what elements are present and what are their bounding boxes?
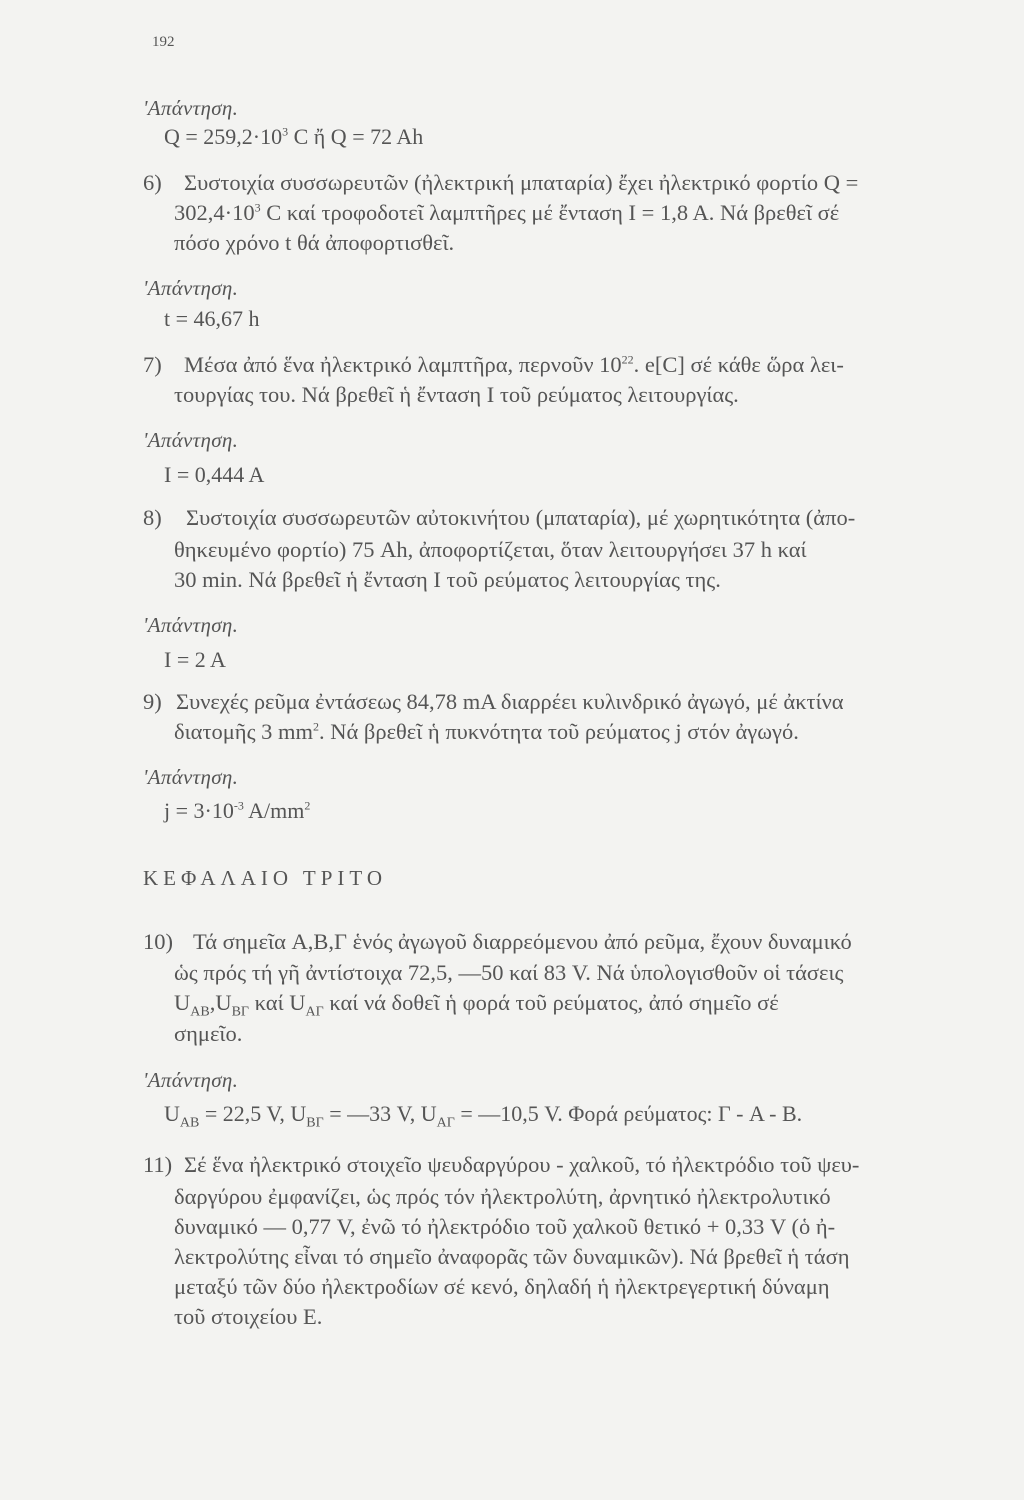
answer-label: 'Απάντηση. <box>143 276 239 300</box>
problem-11-line-6: τοῦ στοιχείου E. <box>174 1304 323 1329</box>
p6-l2a: 302,4·10 <box>174 200 255 225</box>
answer-label: 'Απάντηση. <box>143 1068 239 1092</box>
section-heading: ΚΕΦΑΛΑΙΟ ΤΡΙΤΟ <box>143 866 388 890</box>
problem-7-number: 7) <box>143 352 162 377</box>
p7-exp: 22 <box>621 352 634 367</box>
p10-s1: AB <box>190 1004 210 1020</box>
p6-exp: 3 <box>254 200 261 215</box>
answer-8-result: I = 2 A <box>164 647 226 672</box>
problem-10-number: 10) <box>143 929 173 954</box>
p10-rs2: BΓ <box>306 1115 324 1131</box>
p7-l1a: Μέσα ἀπό ἕνα ἠλεκτρικό λαμπτῆρα, περνοῦν 10 <box>184 352 622 377</box>
p9-exp: 2 <box>312 719 319 734</box>
p7-l1c: . e[C] σέ κάθε ὥρα λει- <box>633 352 844 377</box>
answer-label: 'Απάντηση. <box>143 96 239 120</box>
p10-rs3: AΓ <box>436 1115 455 1131</box>
problem-8-line-2: θηκευμένο φορτίο) 75 Ah, ἀποφορτίζεται, ὅταν λειτουργήσει 37 h καί <box>174 537 807 562</box>
answer-7-result: I = 0,444 A <box>164 462 265 487</box>
p10-ru1: U <box>164 1101 180 1126</box>
r5-exp: 3 <box>282 124 289 139</box>
problem-10-line-3 <box>174 990 779 1020</box>
p10-rv3: = —10,5 V. Φορά ρεύματος: Γ - A - B. <box>454 1101 803 1126</box>
problem-8-line-3: 30 min. Νά βρεθεῖ ἡ ἔνταση I τοῦ ρεύματος λειτουργίας της. <box>174 567 721 592</box>
problem-11-line-2: δαργύρου ἐμφανίζει, ὡς πρός τόν ἠλεκτρολύτη, ἀρνητικό ἠλεκτρολυτικό <box>174 1184 831 1209</box>
p6-l2c: C καί τροφοδοτεῖ λαμπτῆρες μέ ἔνταση I = 1,8 A. Νά βρεθεῖ σέ <box>260 200 840 225</box>
answer-10-result <box>164 1101 803 1131</box>
problem-6-line-1: Συστοιχία συσσωρευτῶν (ἠλεκτρική μπαταρία) ἔχει ἠλεκτρικό φορτίο Q = <box>184 170 859 195</box>
p10-rv1: = 22,5 V, U <box>199 1101 307 1126</box>
p10-mid: καί U <box>249 990 306 1015</box>
p10-rs1: AB <box>179 1115 200 1131</box>
p10-sep: ,U <box>209 990 232 1015</box>
problem-7-line-2: τουργίας του. Νά βρεθεῖ ἡ ἔνταση I τοῦ ρεύματος λειτουργίας. <box>174 382 739 407</box>
p9-rc: A/mm <box>243 798 305 823</box>
p10-s2: BΓ <box>231 1004 250 1020</box>
answer-label: 'Απάντηση. <box>143 765 239 789</box>
r5-a: Q = 259,2·10 <box>164 124 283 149</box>
answer-9-result <box>164 798 310 824</box>
problem-8-number: 8) <box>143 505 162 530</box>
answer-5-result <box>164 124 423 150</box>
answer-label: 'Απάντηση. <box>143 428 239 452</box>
p10-rv2: = —33 V, U <box>323 1101 437 1126</box>
problem-6-line-3: πόσο χρόνο t θά ἀποφορτισθεῖ. <box>174 230 455 255</box>
p9-ra: j = 3·10 <box>164 798 234 823</box>
p9-rd: 2 <box>304 798 311 813</box>
r5-c: C ἤ Q = 72 Ah <box>288 124 424 149</box>
problem-11-line-1: Σέ ἕνα ἠλεκτρικό στοιχεῖο ψευδαργύρου - χαλκοῦ, τό ἠλεκτρόδιο τοῦ ψευ- <box>184 1152 860 1177</box>
answer-label: 'Απάντηση. <box>143 613 239 637</box>
problem-6-line-2 <box>174 200 839 226</box>
problem-11-line-4: λεκτρολύτης εἶναι τό σημεῖο ἀναφορᾶς τῶν δυναμικῶν). Νά βρεθεῖ ἡ τάση <box>174 1244 850 1269</box>
problem-9-line-1: Συνεχές ρεῦμα ἐντάσεως 84,78 mA διαρρέει κυλινδρικό ἀγωγό, μέ ἀκτίνα <box>176 689 844 714</box>
p9-l2a: διατομῆς 3 mm <box>174 719 313 744</box>
p9-rb: -3 <box>233 798 244 813</box>
problem-8-line-1: Συστοιχία συσσωρευτῶν αὐτοκινήτου (μπαταρία), μέ χωρητικότητα (ἀπο- <box>186 505 856 530</box>
problem-10-line-4: σημεῖο. <box>174 1021 243 1046</box>
problem-11-line-3: δυναμικό — 0,77 V, ἐνῶ τό ἠλεκτρόδιο τοῦ χαλκοῦ θετικό + 0,33 V (ὁ ἠ- <box>174 1214 836 1239</box>
problem-11-line-5: μεταξύ τῶν δύο ἠλεκτροδίων σέ κενό, δηλαδή ἡ ἠλεκτρεγερτική δύναμη <box>174 1274 830 1299</box>
page-number: 192 <box>152 34 175 50</box>
p10-u1: U <box>174 990 191 1015</box>
p10-s3: AΓ <box>305 1004 324 1020</box>
p9-l2c: . Νά βρεθεῖ ἡ πυκνότητα τοῦ ρεύματος j στόν ἀγωγό. <box>318 719 799 744</box>
problem-11-number: 11) <box>143 1152 173 1177</box>
problem-9-line-2 <box>174 719 799 745</box>
problem-10-line-1: Τά σημεῖα A,B,Γ ἑνός ἀγωγοῦ διαρρεόμενου ἀπό ρεῦμα, ἔχουν δυναμικό <box>193 929 852 954</box>
problem-9-number: 9) <box>143 689 162 714</box>
answer-6-result: t = 46,67 h <box>164 306 260 331</box>
problem-7-line-1 <box>184 352 844 378</box>
p10-end: καί νά δοθεῖ ἡ φορά τοῦ ρεύματος, ἀπό σημεῖο σέ <box>323 990 779 1015</box>
problem-10-line-2: ὡς πρός τή γῆ ἀντίστοιχα 72,5, —50 καί 83 V. Νά ὑπολογισθοῦν οἱ τάσεις <box>174 960 844 985</box>
problem-6-number: 6) <box>143 170 162 195</box>
